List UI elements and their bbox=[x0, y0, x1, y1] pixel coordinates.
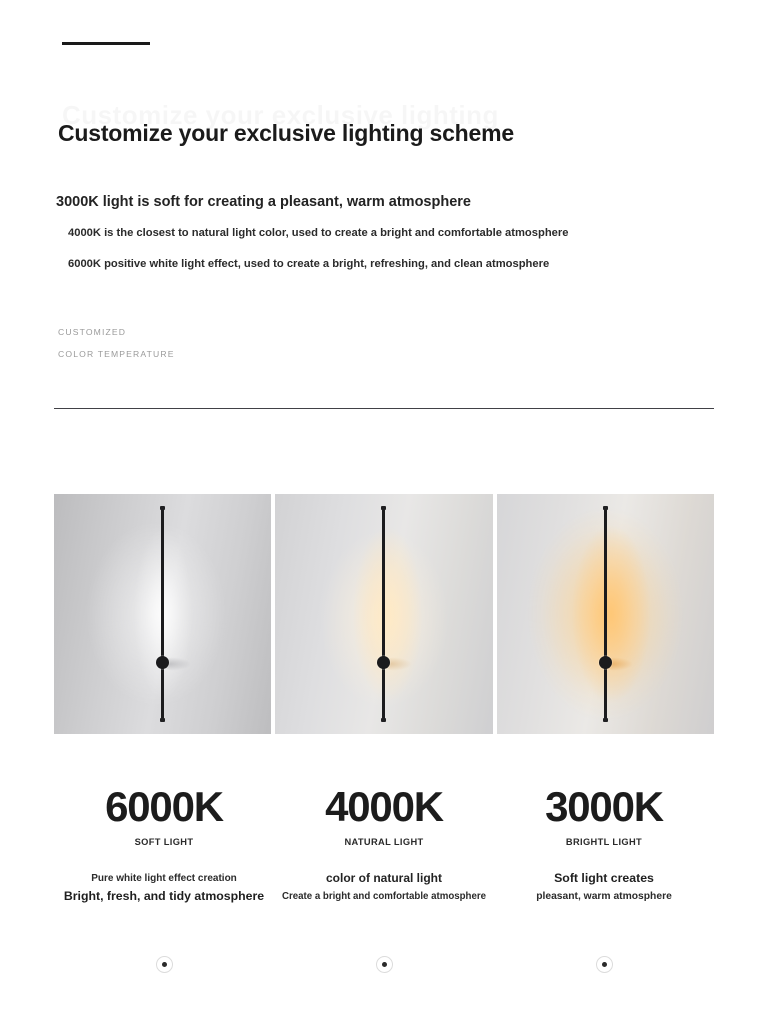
description-line1: Pure white light effect creation bbox=[91, 873, 237, 884]
description-line1: Soft light creates bbox=[554, 871, 654, 885]
light-kind-4000k: NATURAL LIGHT bbox=[344, 837, 424, 847]
lamp-top-cap-icon bbox=[603, 506, 608, 510]
customized-label-block bbox=[58, 321, 175, 365]
kelvin-value-6000k: 6000K bbox=[105, 783, 223, 830]
caption-row bbox=[54, 782, 714, 907]
page-title: Customize your exclusive lighting scheme bbox=[58, 120, 514, 146]
bullet-dot-icon bbox=[376, 956, 393, 973]
bullet-dot-icon bbox=[596, 956, 613, 973]
lamp-knob bbox=[156, 656, 169, 669]
caption-column-4000k bbox=[274, 782, 494, 907]
description-line2: pleasant, warm atmosphere bbox=[536, 891, 672, 902]
lamp-photo-3000k bbox=[497, 494, 714, 734]
lamp-bottom-cap-icon bbox=[160, 718, 165, 722]
lamp-image-row bbox=[54, 494, 714, 734]
description-4000k bbox=[274, 871, 494, 907]
lamp-photo-4000k bbox=[275, 494, 492, 734]
kelvin-value-3000k: 3000K bbox=[545, 783, 663, 830]
dot-cell-4000k bbox=[274, 956, 494, 973]
top-accent-rule bbox=[62, 42, 150, 45]
dot-cell-3000k bbox=[494, 956, 714, 973]
label-customized: CUSTOMIZED bbox=[58, 327, 127, 337]
section-divider bbox=[54, 408, 714, 409]
intro-line-3000k: 3000K light is soft for creating a pleasant, warm atmosphere bbox=[56, 194, 471, 210]
lamp-bar bbox=[382, 508, 385, 720]
dot-marker-row bbox=[54, 956, 714, 973]
caption-column-3000k bbox=[494, 782, 714, 907]
lamp-bar bbox=[161, 508, 164, 720]
lamp-knob bbox=[599, 656, 612, 669]
description-line1: color of natural light bbox=[326, 871, 442, 885]
lamp-photo-6000k bbox=[54, 494, 271, 734]
description-line2: Create a bright and comfortable atmosphere bbox=[281, 891, 487, 902]
dot-cell-6000k bbox=[54, 956, 274, 973]
label-color-temperature: COLOR TEMPERATURE bbox=[58, 349, 175, 359]
description-6000k bbox=[54, 871, 274, 907]
intro-line-6000k: 6000K positive white light effect, used to create a bright, refreshing, and clean atmosphere bbox=[68, 258, 550, 270]
lamp-top-cap-icon bbox=[381, 506, 386, 510]
caption-column-6000k bbox=[54, 782, 274, 907]
kelvin-value-4000k: 4000K bbox=[325, 783, 443, 830]
lamp-bottom-cap-icon bbox=[381, 718, 386, 722]
light-kind-6000k: SOFT LIGHT bbox=[134, 837, 194, 847]
light-kind-3000k: BRIGHTL LIGHT bbox=[565, 837, 643, 847]
lamp-top-cap-icon bbox=[160, 506, 165, 510]
lamp-bottom-cap-icon bbox=[603, 718, 608, 722]
bullet-dot-icon bbox=[156, 956, 173, 973]
lamp-knob bbox=[377, 656, 390, 669]
lamp-bar bbox=[604, 508, 607, 720]
description-line2: Bright, fresh, and tidy atmosphere bbox=[63, 889, 265, 903]
description-3000k bbox=[494, 871, 714, 907]
intro-line-4000k: 4000K is the closest to natural light color, used to create a bright and comfortable atmosphere bbox=[68, 227, 569, 239]
